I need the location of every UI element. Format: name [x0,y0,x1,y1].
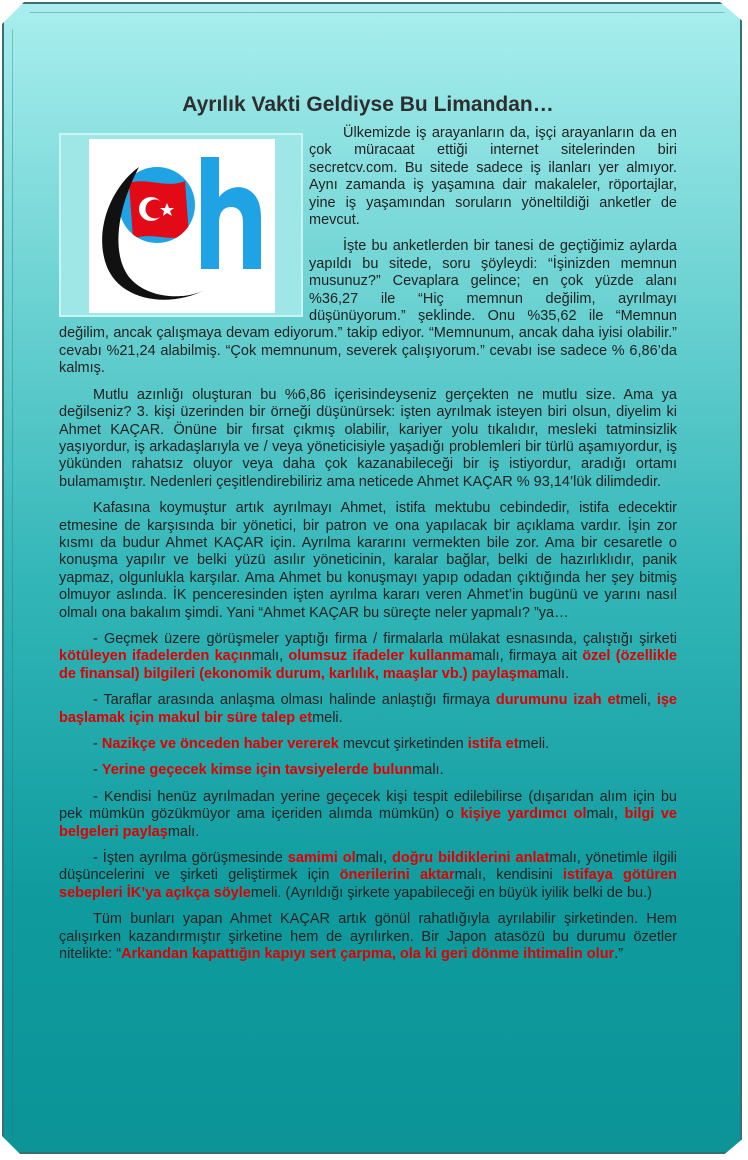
bullet-recommend: - Yerine geçecek kimse için tavsiyelerde bulunmalı. [93,762,444,779]
bullet-agreement: - Taraflar arasında anlaşma olması halinde anlaştığı firmaya durumunu izah etmeli, işe başlamak için makul bir süre talep etmeli. [59,692,677,726]
paragraph-intro: Ülkemizde iş arayanların da, işçi arayanların da en çok müracaat ettiği internet sitelerinden biri secretcv.com. Bu sitede sadece iş ilanları yer almıyor. Aynı zamanda iş yaşamına dair makaleler, röportajlar, yine iş yaşamından soruların yöneltildiği anketler de mevcut. [309,125,677,229]
bullet-interview: - Geçmek üzere görüşmeler yaptığı firma / firmalarla mülakat esnasında, çalıştığı şirketi kötüleyen ifadelerden kaçınmalı, olumsuz ifadeler kullanmamalı, firmaya ait özel (özellikle de finansal) bilgileri (ekonomik durum, karlılık, maaşlar vb.) paylaşmamalı. [59,630,677,682]
logo-h-letter [201,157,261,269]
paragraph-survey: İşte bu anketlerden bir tanesi de geçtiğimiz aylarda yapıldı bu sitede, soru şöyleydi: “İşinizden memnun musunuz?” Cevaplara gelince; en çok yüzde alanı %36,27 ile “Hiç memnun değilim, ayrılmayı düşünüyorum.” şeklinde. Onu %35,62 ile “Memnun değilim, ancak çalışmaya devam ediyorum.” takip ediyor. “Memnunum, ancak daha iyisi olabilir.” cevabı %21,24 alabilmiş. “Çok memnunum, severek çalışıyorum.” cevabı ise sadece % 6,86’da kalmış. [59,238,677,377]
paragraph-minority: Mutlu azınlığı oluşturan bu %6,86 içerisindeyseniz gerçekten ne mutlu size. Ama ya değilseniz? 3. kişi üzerinden bir örneği düşünürsek: işten ayrılmak isteyen biri olsun, diyelim ki Ahmet KAÇAR. Önüne bir fırsat çıkmış olabilir, kariyer yolu tıkalıdır, mesleki tatminsizlik yaşıyordur, iş arkadaşlarıyla ve / veya yöneticisiyle yaşadığı problemleri bir türlü aşamıyordur, iş yükünden rahatsız oluyor veya daha çok kazanabileceği bir iş istiyordur, aradığı ortamı bulamamıştır. Nedenleri çeşitlendirebiliriz ama neticede Ahmet KAÇAR % 93,14’lük dilimdedir. [59,386,677,490]
paragraph-closing: Tüm bunları yapan Ahmet KAÇAR artık gönül rahatlığıyla ayrılabilir şirketinden. Hem çalışırken kazandırmıştır şirketine hem de ayrılırken. Bir Japon atasözü bu durumu özetler nitelikte: “Arkandan kapattığın kapıyı sert çarpma, ola ki geri dönme ihtimalin olur.” [59,911,677,963]
paragraph-decision: Kafasına koymuştur artık ayrılmayı Ahmet, istifa mektubu cebindedir, istifa edecektir etmesine de karşısında bir yönetici, bir patron ve ona yapılacak bir açıklama vardır. İşin zor kısmı da budur Ahmet KAÇAR için. Ayrılma kararını vermekten bile zor. Ama bir cesaretle o konuşma yapılır ve belki yüzü asılır yöneticinin, karalar bağlar, belki de hazırlıklıdır, panik yapmaz, olgunlukla karşılar. Ama Ahmet bu konuşmayı yapıp odadan çıktığında her şey bitmiş olmuyor aslında. İK penceresinden işten ayrılma kararı veren Ahmet’in bugünü ve yarını nasıl olmalı ona bakalım şimdi. Yani “Ahmet KAÇAR bu süreçte neler yapmalı? ”ya… [59,500,677,621]
logo-background [89,139,275,313]
logo-frame [59,133,303,317]
bullet-exit-interview: - İşten ayrılma görüşmesinde samimi olmalı, doğru bildiklerini anlatmalı, yönetimle ilgili düşüncelerini ve şirketi geliştirmek için önerilerini aktarmalı, kendisini istifaya götüren sebepleri İK’ya açıkça söylemeli. (Ayrıldığı şirkete yapabileceği en büyük iyilik belki de bu.) [59,850,678,901]
oh-logo-icon [89,139,275,313]
turkish-flag-icon [129,181,189,239]
article [59,92,677,972]
bullet-successor: - Kendisi henüz ayrılmadan yerine geçecek kişi tespit edilebilirse (dışarıdan alım için bu pek mümkün gözükmüyor ama içeriden alımda mümkün) o kişiye yardımcı olmalı, bilgi ve belgeleri paylaşmalı. [59,788,677,840]
article-title: Ayrılık Vakti Geldiyse Bu Limandan… [182,93,554,116]
bullet-resign: - Nazikçe ve önceden haber vererek mevcut şirketinden istifa etmeli. [93,736,550,752]
